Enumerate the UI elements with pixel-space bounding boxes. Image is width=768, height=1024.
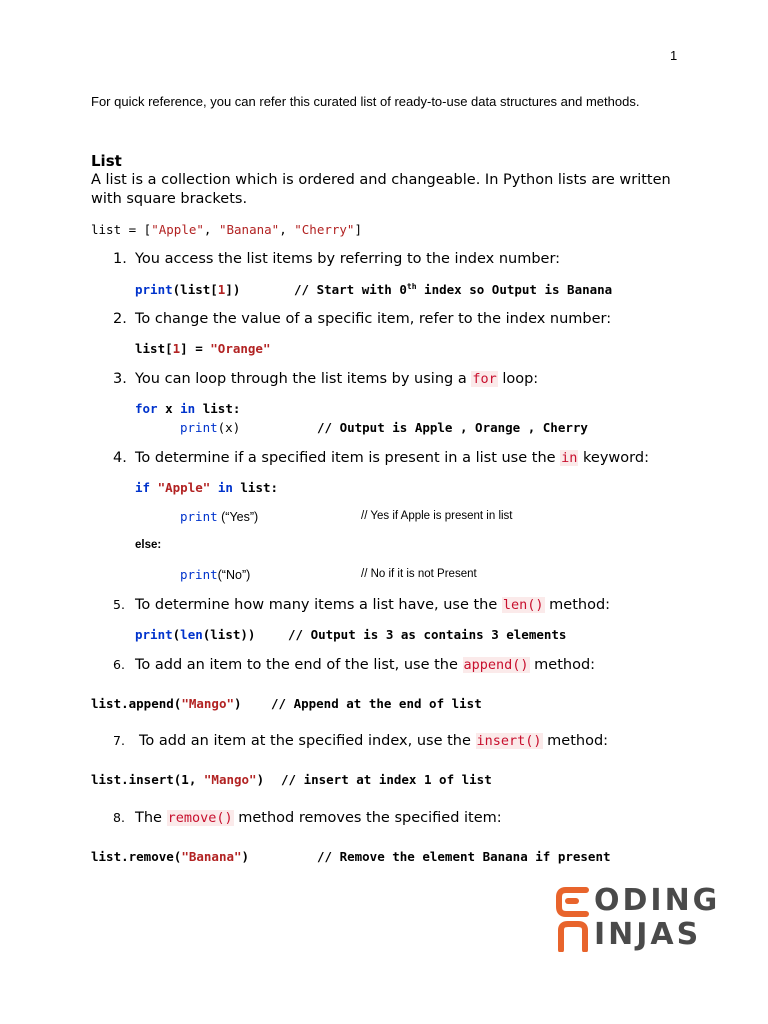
item-text: To determine how many items a list have, use the: [135, 597, 502, 613]
code-string: "Banana": [181, 849, 242, 864]
comment-superscript: th: [406, 282, 417, 291]
code-text: list = [: [91, 222, 152, 237]
code-string: "Apple": [151, 222, 204, 237]
inline-code-highlight: insert(): [476, 733, 542, 749]
code-comment-5: // Output is 3 as contains 3 elements: [288, 627, 567, 642]
item-text: method:: [529, 657, 596, 673]
code-list-definition: [91, 222, 362, 237]
item-number: 8.: [113, 810, 125, 825]
code-text: ): [241, 849, 250, 864]
code-text: ): [234, 696, 242, 711]
code-text: list:: [195, 401, 241, 416]
code-comment-7: // insert at index 1 of list: [281, 772, 492, 787]
item-number: 4.: [113, 450, 127, 466]
code-string: "Cherry": [294, 222, 355, 237]
coding-ninjas-logo: [556, 884, 726, 954]
code-text: (“Yes”): [217, 510, 259, 524]
item-text: You can loop through the list items by using a: [135, 371, 472, 387]
code-text: list.insert(1,: [91, 772, 204, 787]
list-item-5: [113, 597, 610, 613]
code-comment-3: // Output is Apple , Orange , Cherry: [317, 420, 588, 435]
code-text: list.remove(: [91, 849, 182, 864]
inline-code-highlight: for: [472, 371, 497, 387]
code-text: (x): [217, 420, 241, 435]
code-text: (: [172, 627, 181, 642]
comment-text: index so Output is Banana: [416, 282, 613, 298]
code-keyword: in: [180, 401, 196, 416]
list-item-1: [113, 251, 560, 267]
code-string: "Banana": [218, 222, 280, 237]
inline-code-highlight: len(): [502, 597, 544, 613]
code-text: ]: [354, 222, 362, 237]
code-string: "Orange": [210, 341, 271, 356]
logo-mark-c-icon: [556, 886, 590, 918]
item-text: To change the value of a specific item, refer to the index number:: [135, 311, 612, 327]
code-keyword: print: [135, 627, 173, 642]
item-text: To add an item at the specified index, use the: [139, 733, 476, 749]
code-item-5: [135, 627, 255, 642]
item-text: To determine if a specified item is present in a list use the: [135, 450, 561, 466]
inline-code-highlight: in: [561, 450, 578, 466]
code-comment-4-no: // No if it is not Present: [361, 568, 477, 580]
item-number: 6.: [113, 657, 125, 672]
comment-text: // Start with 0: [294, 282, 407, 298]
code-comment-4-yes: // Yes if Apple is present in list: [361, 510, 513, 522]
list-item-6: [113, 657, 595, 673]
list-item-4: [113, 450, 649, 466]
item-text: method removes the specified item:: [233, 810, 502, 826]
list-item-7: [113, 733, 608, 749]
code-comment-6: // Append at the end of list: [271, 696, 482, 711]
section-description-line2: with square brackets.: [91, 191, 248, 207]
code-keyword: print: [180, 567, 218, 582]
code-text: list.append(: [91, 696, 182, 711]
code-text: ] =: [180, 341, 211, 356]
code-keyword: print: [135, 282, 173, 297]
code-text: ): [256, 772, 265, 787]
item-text: keyword:: [578, 450, 649, 466]
code-item-4-yes: [180, 509, 258, 524]
item-text: loop:: [497, 371, 539, 387]
code-item-3-line2: [180, 420, 240, 435]
code-string: "Mango": [181, 696, 234, 711]
logo-mark-n-icon: [556, 920, 590, 952]
code-text: (list)): [202, 627, 256, 642]
list-item-2: [113, 311, 611, 327]
code-keyword: if: [135, 480, 151, 495]
inline-code-highlight: append(): [463, 657, 529, 673]
code-keyword: print: [180, 420, 218, 435]
list-item-8: [113, 810, 502, 826]
code-string: "Apple": [157, 480, 211, 495]
item-number: 7.: [113, 733, 125, 748]
code-text: ]): [225, 282, 241, 297]
code-number: 1: [217, 282, 226, 297]
code-item-4-if: [135, 480, 278, 495]
code-comment-1: [294, 282, 612, 297]
inline-code-highlight: remove(): [167, 810, 233, 826]
code-keyword: in: [217, 480, 233, 495]
item-text: method:: [542, 733, 609, 749]
code-text: ,: [279, 222, 295, 237]
code-else: else:: [135, 539, 162, 551]
code-item-8: [91, 849, 249, 864]
code-keyword: for: [135, 401, 158, 416]
code-text: x: [157, 401, 181, 416]
item-text: You access the list items by referring to the index number:: [135, 251, 561, 267]
code-comment-8: // Remove the element Banana if present: [317, 849, 611, 864]
intro-text: For quick reference, you can refer this curated list of ready-to-use data structures and methods.: [91, 94, 640, 109]
code-text: (list[: [172, 282, 218, 297]
code-keyword: print: [180, 509, 218, 524]
code-number: 1: [172, 341, 181, 356]
code-keyword: len: [180, 627, 203, 642]
section-description-line1: A list is a collection which is ordered and changeable. In Python lists are written: [91, 172, 671, 188]
code-item-2: [135, 341, 271, 356]
logo-line2: INJAS: [594, 917, 702, 952]
item-number: 2.: [113, 311, 127, 327]
item-text: To add an item to the end of the list, use the: [135, 657, 463, 673]
code-text: list[: [135, 341, 173, 356]
logo-line1: ODING: [594, 883, 721, 918]
list-item-3: [113, 371, 538, 387]
item-number: 1.: [113, 251, 127, 267]
code-item-1: [135, 282, 240, 297]
page-number: 1: [670, 48, 678, 63]
item-text: method:: [544, 597, 611, 613]
code-item-4-no: [180, 567, 250, 582]
code-text: ,: [203, 222, 219, 237]
item-number: 5.: [113, 597, 125, 612]
code-item-3-line1: [135, 401, 240, 416]
code-string: "Mango": [203, 772, 257, 787]
code-item-6: [91, 696, 242, 711]
item-text: The: [135, 810, 167, 826]
code-item-7: [91, 772, 264, 787]
code-text: (“No”): [217, 568, 251, 582]
item-number: 3.: [113, 371, 127, 387]
section-heading: List: [91, 152, 122, 170]
code-text: list:: [232, 480, 279, 495]
